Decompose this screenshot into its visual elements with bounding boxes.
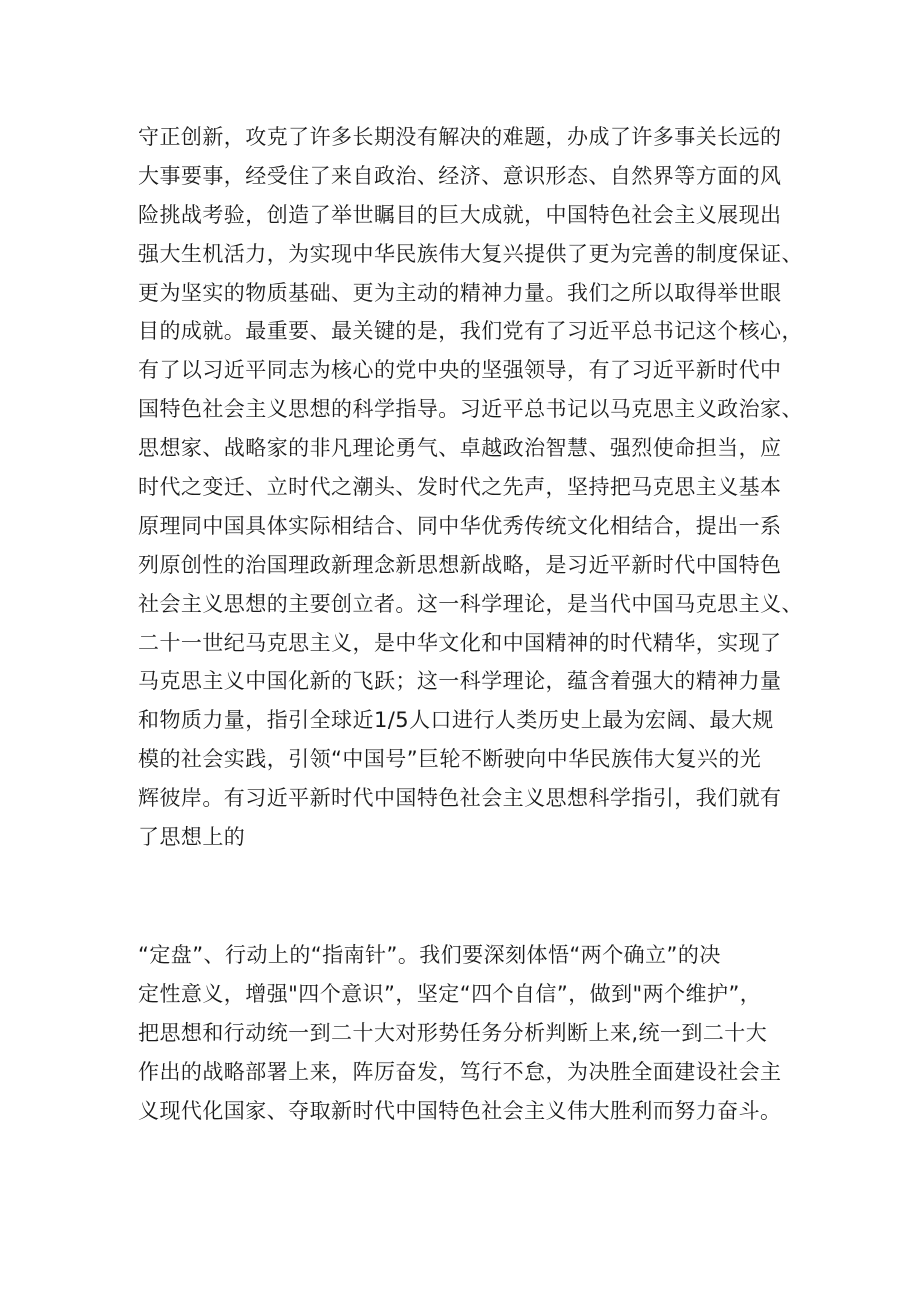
text-line: 国特色社会主义思想的科学指导。习近平总书记以马克思主义政治家、: [138, 397, 803, 422]
text-line: 列原创性的治国理政新理念新思想新战略，是习近平新时代中国特色: [138, 552, 782, 577]
text-line: 定性意义，增强"四个意识”，坚定“四个自信”，做到"两个维护”，: [138, 981, 762, 1006]
text-line: 义现代化国家、夺取新时代中国特色社会主义伟大胜利而努力奋斗。: [138, 1098, 782, 1123]
text-line: 和物质力量，指引全球近1/5人口进行人类历史上最为宏阔、最大规: [138, 708, 774, 733]
text-line: 时代之变迁、立时代之潮头、发时代之先声，坚持把马克思主义基本: [138, 475, 782, 500]
text-line: 社会主义思想的主要创立者。这一科学理论，是当代中国马克思主义、: [138, 591, 803, 616]
body-paragraph-2: [138, 936, 798, 1130]
text-line: 把思想和行动统一到二十大对形势任务分析判断上来,统一到二十大: [138, 1020, 768, 1045]
text-line: 更为坚实的物质基础、更为主动的精神力量。我们之所以取得举世眼: [138, 280, 782, 305]
text-line: 二十一世纪马克思主义，是中华文化和中国精神的时代精华，实现了: [138, 630, 782, 655]
text-line: 马克思主义中国化新的飞跃；这一科学理论，蕴含着强大的精神力量: [138, 669, 782, 694]
body-paragraph-1: [138, 118, 803, 857]
text-line: 辉彼岸。有习近平新时代中国特色社会主义思想科学指引，我们就有: [138, 786, 782, 811]
text-line: 目的成就。最重要、最关键的是，我们党有了习近平总书记这个核心，: [138, 319, 803, 344]
text-line: 守正创新，攻克了许多长期没有解决的难题，办成了许多事关长远的: [138, 125, 782, 149]
text-line: 思想家、战略家的非凡理论勇气、卓越政治智慧、强烈使命担当，应: [138, 436, 782, 461]
text-line: 作出的战略部署上来，阵厉奋发，笃行不怠，为决胜全面建设社会主: [138, 1059, 782, 1084]
text-line: 险挑战考验，创造了举世瞩目的巨大成就，中国特色社会主义展现出: [138, 202, 782, 227]
text-line: 原理同中国具体实际相结合、同中华优秀传统文化相结合，提出一系: [138, 513, 782, 538]
text-line: 有了以习近平同志为核心的党中央的坚强领导，有了习近平新时代中: [138, 358, 782, 383]
text-line: “定盘”、行动上的“指南针”。我们要深刻体悟“两个确立”的决: [138, 943, 721, 967]
text-line: 大事要事，经受住了来自政治、经济、意识形态、自然界等方面的风: [138, 163, 782, 188]
text-line: 模的社会实践，引领“中国号”巨轮不断驶向中华民族伟大复兴的光: [138, 747, 762, 772]
text-line: 强大生机活力，为实现中华民族伟大复兴提供了更为完善的制度保证、: [138, 241, 803, 266]
text-line: 了思想上的: [138, 825, 246, 850]
